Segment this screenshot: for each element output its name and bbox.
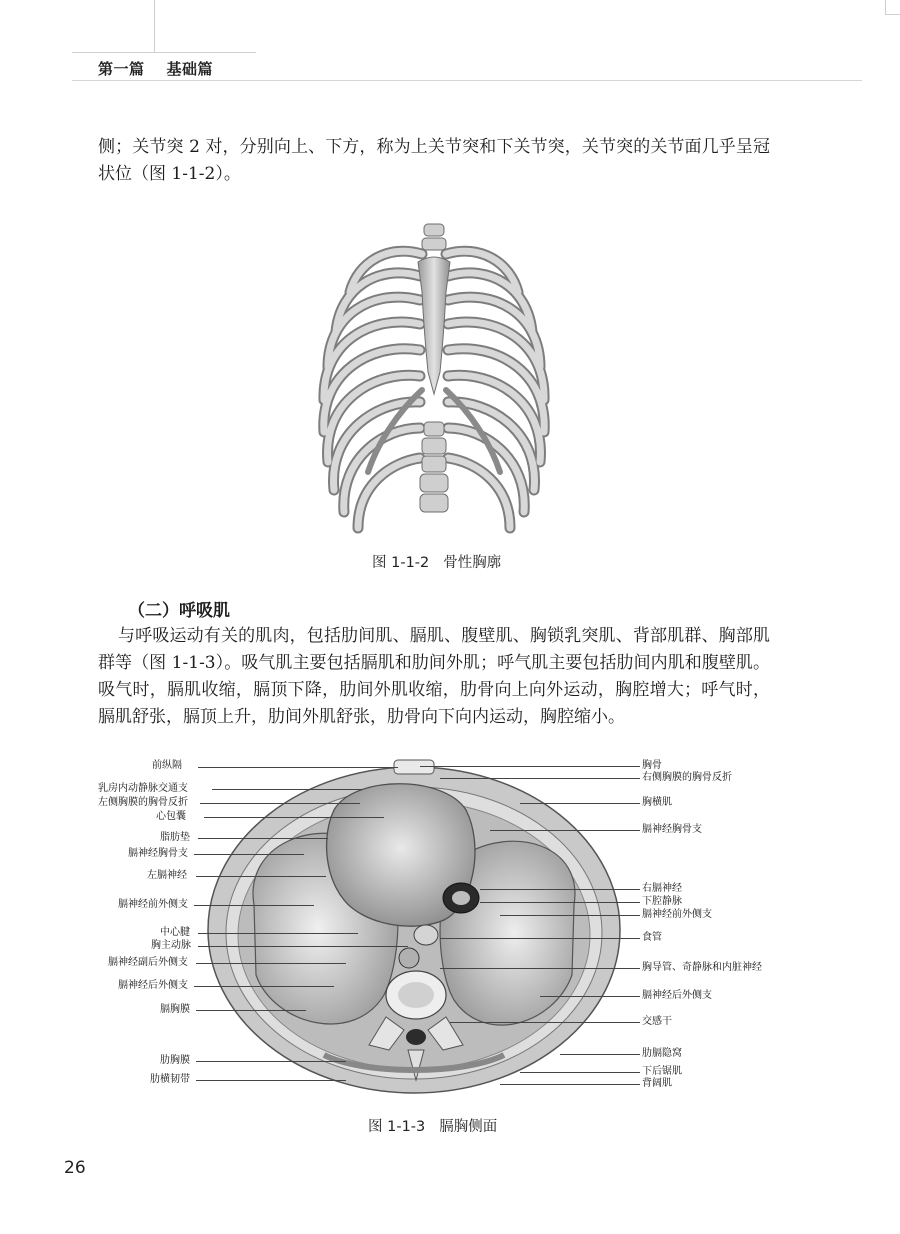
- fig2-label-right: 下腔静脉: [642, 896, 682, 907]
- fig2-label-right: 膈神经后外侧支: [642, 990, 712, 1001]
- label-leader: [500, 1084, 640, 1085]
- page-number: 26: [64, 1158, 86, 1178]
- label-leader: [194, 905, 314, 906]
- label-leader: [520, 1072, 640, 1073]
- label-leader: [204, 817, 384, 818]
- label-leader: [520, 803, 640, 804]
- fig2-label-right: 右膈神经: [642, 883, 682, 894]
- fig2-label-left: 左膈神经: [147, 870, 187, 881]
- aorta: [399, 948, 419, 968]
- figure-1-title: 骨性胸廓: [443, 555, 502, 571]
- diaphragm-section-figure: [204, 755, 624, 1095]
- fig2-label-left: 脂肪垫: [160, 832, 190, 843]
- label-leader: [196, 1010, 306, 1011]
- fig2-label-left: 前纵隔: [152, 760, 182, 771]
- fig2-label-right: 下后锯肌: [642, 1066, 682, 1077]
- label-leader: [198, 946, 408, 947]
- label-leader: [196, 1061, 346, 1062]
- label-leader: [194, 986, 334, 987]
- label-leader: [196, 1080, 346, 1081]
- label-leader: [440, 778, 640, 779]
- fig2-label-left: 肋胸膜: [160, 1055, 190, 1066]
- fig2-label-right: 胸横肌: [642, 797, 672, 808]
- label-leader: [560, 1054, 640, 1055]
- fig2-label-left: 心包囊: [156, 811, 186, 822]
- esophagus: [414, 925, 438, 945]
- fig2-label-right: 右侧胸膜的胸骨反折: [642, 772, 732, 783]
- fig2-label-left: 膈胸膜: [160, 1004, 190, 1015]
- label-leader: [420, 766, 640, 767]
- label-leader: [200, 803, 360, 804]
- fig2-label-left: 中心腱: [160, 927, 190, 938]
- sternum-section: [394, 760, 434, 774]
- paragraph-2: 与呼吸运动有关的肌肉，包括肋间肌、膈肌、腹壁肌、胸锁乳突肌、背部肌群、胸部肌群等（图 1-1-3）。吸气肌主要包括膈肌和肋间外肌；呼气肌主要包括肋间内肌和腹壁肌。吸气时，膈肌收缩，膈顶下降，肋间外肌收缩，肋骨向上向外运动，胸腔增大；呼气时，膈肌舒张，膈顶上升，肋间外肌舒张，肋骨向下向内运动，胸腔缩小。: [98, 626, 770, 727]
- label-leader: [480, 902, 640, 903]
- header-bottom-rule: [72, 80, 862, 81]
- paragraph-1: 侧；关节突 2 对，分别向上、下方，称为上关节突和下关节突，关节突的关节面几乎呈冠状位（图 1-1-2）。: [98, 137, 770, 184]
- label-leader: [194, 854, 304, 855]
- running-header: [98, 58, 213, 79]
- label-leader: [540, 996, 640, 997]
- fig2-label-right: 胸导管、奇静脉和内脏神经: [642, 962, 762, 973]
- header-part: 第一篇: [98, 60, 145, 78]
- label-leader: [198, 838, 328, 839]
- crop-mark: [885, 0, 900, 15]
- label-leader: [500, 915, 640, 916]
- label-leader: [440, 938, 640, 939]
- fig2-label-left: 膈神经前外侧支: [118, 899, 188, 910]
- figure-2-number: 图 1-1-3: [368, 1119, 426, 1135]
- label-leader: [196, 963, 346, 964]
- label-leader: [212, 789, 362, 790]
- label-leader: [196, 876, 326, 877]
- label-leader: [198, 767, 398, 768]
- fig2-label-left: 膈神经胸骨支: [128, 848, 188, 859]
- fig2-label-left: 左侧胸膜的胸骨反折: [98, 797, 188, 808]
- figure-2-caption: [368, 1115, 497, 1136]
- label-leader: [198, 933, 358, 934]
- figure-1-number: 图 1-1-2: [372, 555, 430, 571]
- header-vertical-rule: [154, 0, 155, 52]
- fig2-label-left: 膈神经后外侧支: [118, 980, 188, 991]
- label-leader: [490, 830, 640, 831]
- figure-1-caption: [372, 551, 501, 572]
- figure-2-title: 膈胸侧面: [439, 1119, 498, 1135]
- header-horizontal-rule: [72, 52, 256, 53]
- fig2-label-right: 膈神经前外侧支: [642, 909, 712, 920]
- fig2-label-left: 肋横韧带: [150, 1074, 190, 1085]
- fig2-label-left: 胸主动脉: [151, 940, 191, 951]
- label-leader: [480, 889, 640, 890]
- label-leader: [450, 1022, 640, 1023]
- fig2-label-right: 食管: [642, 932, 662, 943]
- fig2-label-right: 肋膈隐窝: [642, 1048, 682, 1059]
- fig2-label-left: 膈神经副后外侧支: [108, 957, 188, 968]
- label-leader: [440, 968, 640, 969]
- fig2-label-right: 胸骨: [642, 760, 662, 771]
- thorax-skeleton-figure: [318, 222, 550, 540]
- section-heading: （二）呼吸肌: [128, 601, 230, 621]
- fig2-label-right: 膈神经胸骨支: [642, 824, 702, 835]
- header-section: 基础篇: [166, 60, 214, 78]
- fig2-label-left: 乳房内动静脉交通支: [98, 783, 188, 794]
- fig2-label-right: 交感干: [642, 1016, 672, 1027]
- fig2-label-right: 背阔肌: [642, 1078, 672, 1089]
